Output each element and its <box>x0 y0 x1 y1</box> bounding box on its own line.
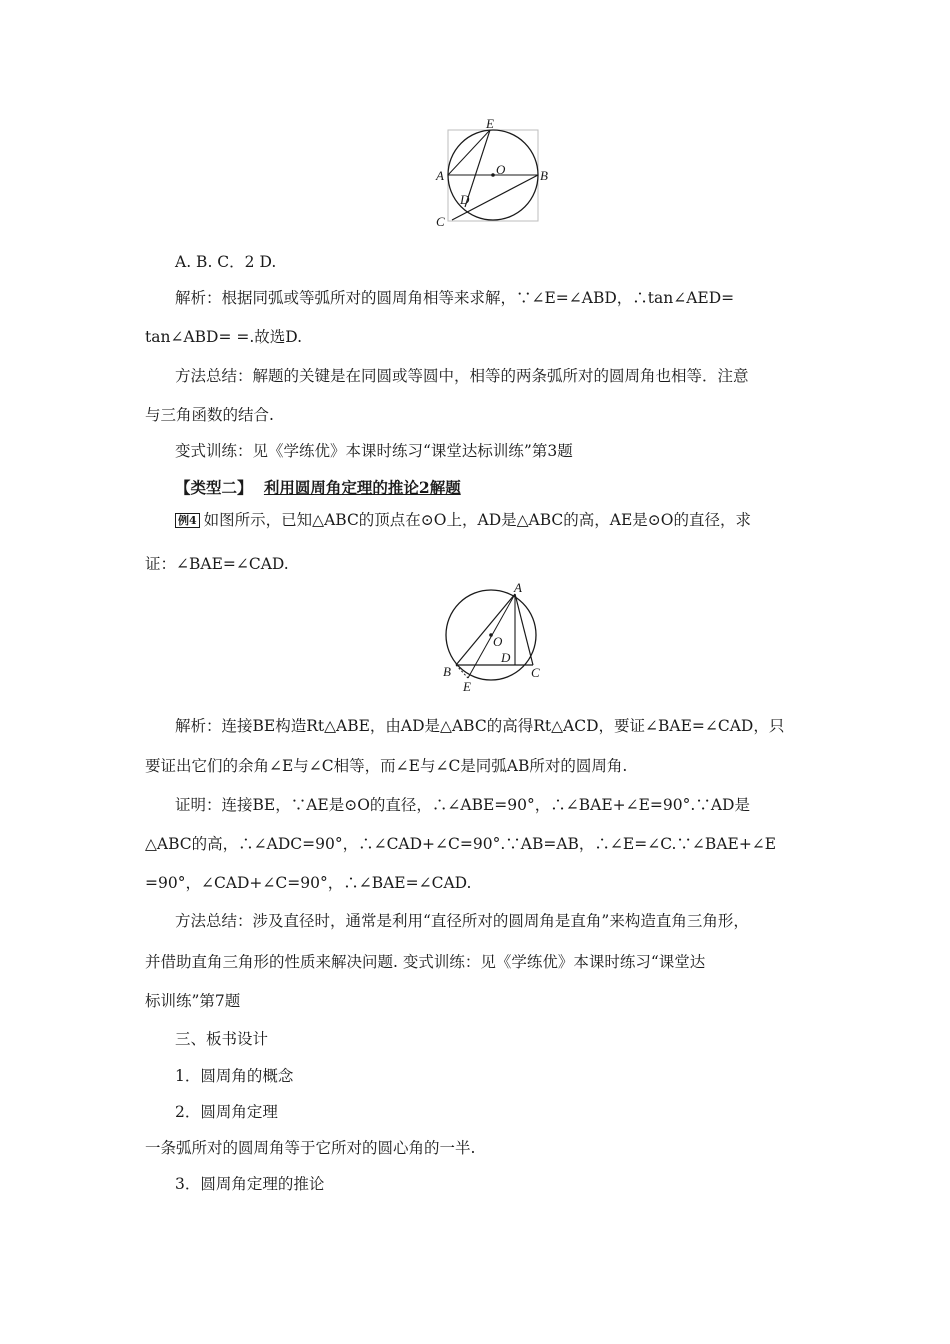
proof-line-3: =90°，∠CAD+∠C=90°，∴∠BAE=∠CAD. <box>145 874 472 892</box>
figure-1-label-e: E <box>486 118 494 131</box>
analysis-1-line-1: 解析：根据同弧或等弧所对的圆周角相等来求解，∵∠E=∠ABD，∴tan∠AED= <box>175 289 735 307</box>
example-4-line-2: 证：∠BAE=∠CAD. <box>145 555 289 573</box>
method-summary-2-line-2: 并借助直角三角形的性质来解决问题. 变式训练：见《学练优》本课时练习“课堂达 <box>145 953 706 971</box>
figure-2-label-b: B <box>443 664 451 679</box>
analysis-2-line-1: 解析：连接BE构造Rt△ABE，由AD是△ABC的高得Rt△ACD，要证∠BAE=∠CAD，只 <box>175 717 785 735</box>
method-summary-2-line-1: 方法总结：涉及直径时，通常是利用“直径所对的圆周角是直角”来构造直角三角形， <box>175 912 749 930</box>
example-4-line-1 <box>175 510 751 530</box>
type-2-bracket: 【类型二】 <box>175 478 253 497</box>
section-3-item-2: 2．圆周角定理 <box>175 1103 278 1121</box>
type-2-heading <box>175 478 461 498</box>
example-4-text: 如图所示，已知△ABC的顶点在⊙O上，AD是△ABC的高，AE是⊙O的直径，求 <box>203 511 751 529</box>
proof-line-1: 证明：连接BE，∵AE是⊙O的直径，∴∠ABE=90°，∴∠BAE+∠E=90°.∵AD是 <box>175 796 750 814</box>
example-4-badge: 例4 <box>175 513 200 528</box>
analysis-2-line-2: 要证出它们的余角∠E与∠C相等，而∠E与∠C是同弧AB所对的圆周角. <box>145 757 628 775</box>
figure-2-label-e: E <box>463 679 471 694</box>
figure-2-line-be <box>456 665 468 678</box>
proof-line-2: △ABC的高，∴∠ADC=90°，∴∠CAD+∠C=90°.∵AB=AB，∴∠E=∠C.∵∠BAE+∠E <box>145 835 777 853</box>
section-3-item-2-description: 一条弧所对的圆周角等于它所对的圆心角的一半. <box>145 1139 476 1157</box>
figure-2-label-a: A <box>514 582 522 595</box>
section-3-item-1: 1．圆周角的概念 <box>175 1067 294 1085</box>
figure-2-circle-diagram <box>438 582 550 694</box>
method-summary-1-line-2: 与三角函数的结合. <box>145 406 274 424</box>
figure-1-label-a: A <box>436 168 444 183</box>
section-3-heading: 三、板书设计 <box>175 1030 269 1048</box>
variant-training-1: 变式训练：见《学练优》本课时练习“课堂达标训练”第3题 <box>175 442 573 460</box>
figure-2-label-d: D <box>501 650 511 665</box>
figure-1-label-o: O <box>496 162 506 177</box>
analysis-1-line-2: tan∠ABD= =.故选D. <box>145 328 303 346</box>
answer-options: A. B. C．2 D. <box>175 253 277 271</box>
figure-1-label-c: C <box>436 214 445 229</box>
figure-1-circle-diagram <box>430 118 550 230</box>
method-summary-1-line-1: 方法总结：解题的关键是在同圆或等圆中，相等的两条弧所对的圆周角也相等．注意 <box>175 367 749 385</box>
figure-1-label-d: D <box>460 192 470 207</box>
figure-1-label-b: B <box>540 168 548 183</box>
figure-1-center-point <box>491 173 495 177</box>
type-2-title: 利用圆周角定理的推论2解题 <box>263 478 461 497</box>
method-summary-2-line-3: 标训练”第7题 <box>145 992 241 1010</box>
figure-2-label-o: O <box>493 634 503 649</box>
section-3-item-3: 3．圆周角定理的推论 <box>175 1175 325 1193</box>
figure-2-label-c: C <box>531 665 540 680</box>
